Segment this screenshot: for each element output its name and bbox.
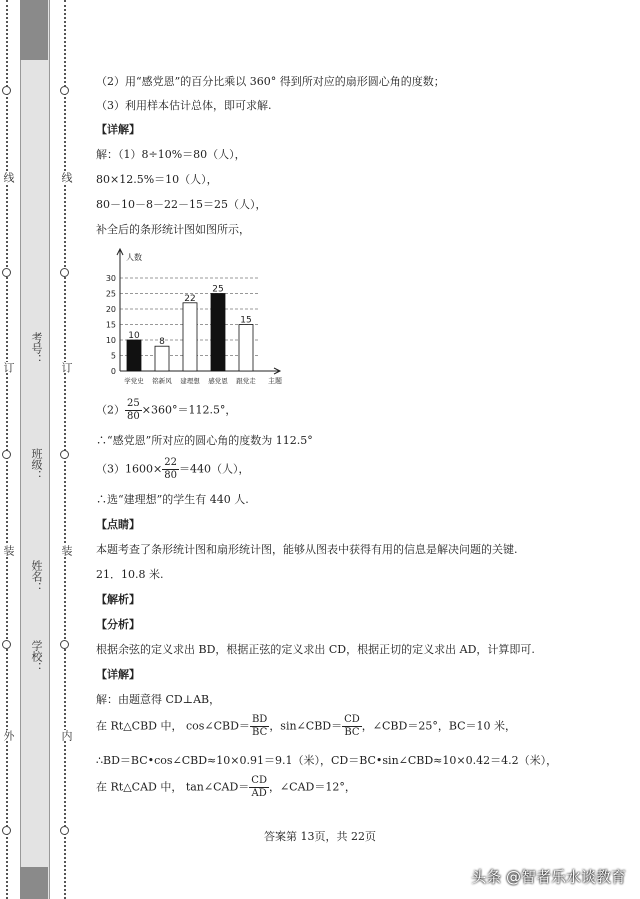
x-category-label: 铭新风	[152, 377, 172, 385]
text-line: 根据余弦的定义求出 BD，根据正弦的定义求出 CD，根据正切的定义求出 AD，计算即可.	[96, 643, 535, 656]
text-segment: 在 Rt△CAD 中， tan∠CAD＝	[96, 780, 250, 794]
fraction	[249, 775, 269, 800]
numerator: CD	[251, 775, 267, 786]
field-exam-number: 考号：	[30, 332, 43, 365]
y-tick-label: 25	[105, 289, 116, 299]
numerator: 25	[127, 398, 140, 409]
text-segment: ，∠CBD＝25°，BC＝10 米，	[361, 719, 517, 733]
bar	[239, 325, 253, 372]
binding-hole	[2, 450, 11, 459]
bar-chart	[96, 244, 306, 390]
section-heading-detail: 【详解】	[96, 123, 140, 136]
margin-label-inner: 内	[60, 730, 73, 741]
bar-value-label: 8	[159, 337, 165, 348]
binding-hole	[2, 86, 11, 95]
numerator: CD	[344, 714, 360, 725]
section-heading-comment: 【点睛】	[96, 518, 140, 531]
bar	[183, 303, 197, 371]
fraction	[162, 457, 179, 482]
numerator: 22	[164, 457, 177, 468]
binding-margin	[0, 0, 80, 899]
binding-hole	[60, 86, 69, 95]
y-tick-label: 10	[105, 336, 116, 345]
text-line: 80×12.5%＝10（人），	[96, 173, 218, 186]
text-segment: （3）1600×	[96, 462, 163, 476]
y-tick-label: 20	[105, 305, 116, 314]
y-tick-label: 5	[110, 351, 116, 361]
formula-line	[96, 775, 356, 800]
denominator: 80	[164, 470, 177, 481]
text-segment: （2）	[96, 403, 125, 417]
bar-value-label: 25	[212, 284, 224, 295]
denominator: AD	[251, 788, 267, 799]
denominator: 80	[127, 411, 140, 422]
text-segment: ＝440（人），	[178, 462, 250, 476]
field-class: 班级：	[30, 448, 43, 481]
watermark: 头条 @智者乐水谈教育	[471, 868, 626, 886]
numerator: BD	[251, 714, 268, 725]
field-school: 学校：	[30, 640, 43, 673]
bar-value-label: 10	[128, 331, 140, 341]
fraction	[342, 714, 362, 739]
x-axis-label: 主题	[268, 377, 282, 385]
margin-label-line: 线	[60, 172, 73, 183]
formula-line	[96, 457, 249, 482]
fraction	[125, 398, 142, 423]
text-segment: 在 Rt△CBD 中， cos∠CBD＝	[96, 719, 250, 733]
section-heading-analysis: 【解析】	[96, 593, 140, 606]
formula-line	[96, 714, 516, 739]
margin-label-bind: 装	[60, 545, 73, 556]
page-footer: 答案第 13页，共 22页	[264, 830, 376, 843]
x-category-label: 跟党走	[236, 377, 256, 385]
margin-label-order: 订	[60, 362, 73, 373]
text-line: ∴BD＝BC•cos∠CBD≈10×0.91＝9.1（米），CD＝BC•sin∠CBD≈10×0.42＝4.2（米），	[96, 754, 558, 767]
x-category-label: 感党恩	[208, 377, 228, 385]
gutter-bottom-block	[20, 867, 48, 899]
y-tick-label: 30	[105, 274, 116, 283]
binding-hole	[60, 640, 69, 649]
text-line: 解：（1）8÷10%＝80（人），	[96, 148, 246, 161]
bar-value-label: 15	[240, 315, 252, 326]
text-line: ∴“感党恩”所对应的圆心角的度数为 112.5°	[96, 434, 313, 447]
margin-label-outer: 外	[2, 730, 15, 741]
y-tick-label: 15	[105, 320, 116, 330]
fraction	[250, 714, 269, 739]
text-line: 80－10－8－22－15＝25（人），	[96, 198, 267, 211]
text-line: ∴选“建理想”的学生有 440 人.	[96, 493, 249, 506]
margin-label-order: 订	[2, 362, 15, 373]
binding-hole	[60, 268, 69, 277]
denominator: BC	[344, 727, 360, 738]
text-line: 解：由题意得 CD⊥AB，	[96, 693, 221, 706]
text-line: （3）利用样本估计总体，即可求解.	[96, 99, 272, 112]
question-answer: 21．10.8 米.	[96, 568, 164, 581]
text-line: 本题考查了条形统计图和扇形统计图，能够从图表中获得有用的信息是解决问题的关键.	[96, 543, 518, 556]
binding-hole	[2, 268, 11, 277]
y-tick-label: 0	[110, 367, 116, 376]
text-segment: ，∠CAD＝12°，	[268, 780, 356, 794]
field-name: 姓名：	[30, 560, 43, 593]
margin-label-bind: 装	[2, 545, 15, 556]
section-heading-analysis: 【分析】	[96, 618, 140, 631]
text-line: 补全后的条形统计图如图所示，	[96, 223, 250, 236]
binding-hole	[60, 450, 69, 459]
x-category-label: 建理想	[180, 377, 200, 385]
bar	[211, 294, 225, 372]
y-axis-label: 人数	[126, 253, 142, 262]
text-line: （2）用“感党恩”的百分比乘以 360° 得到所对应的扇形圆心角的度数；	[96, 75, 445, 88]
formula-line	[96, 398, 236, 423]
bar-value-label: 22	[184, 293, 196, 304]
text-segment: ，sin∠CBD＝	[269, 719, 343, 733]
bar	[127, 340, 141, 371]
bar	[155, 346, 169, 371]
gutter-top-block	[20, 0, 48, 60]
margin-label-line: 线	[2, 172, 15, 183]
section-heading-detail: 【详解】	[96, 668, 140, 681]
x-category-label: 学党史	[124, 377, 144, 385]
text-segment: ×360°＝112.5°，	[141, 403, 237, 417]
denominator: BC	[252, 727, 268, 738]
binding-hole	[2, 640, 11, 649]
